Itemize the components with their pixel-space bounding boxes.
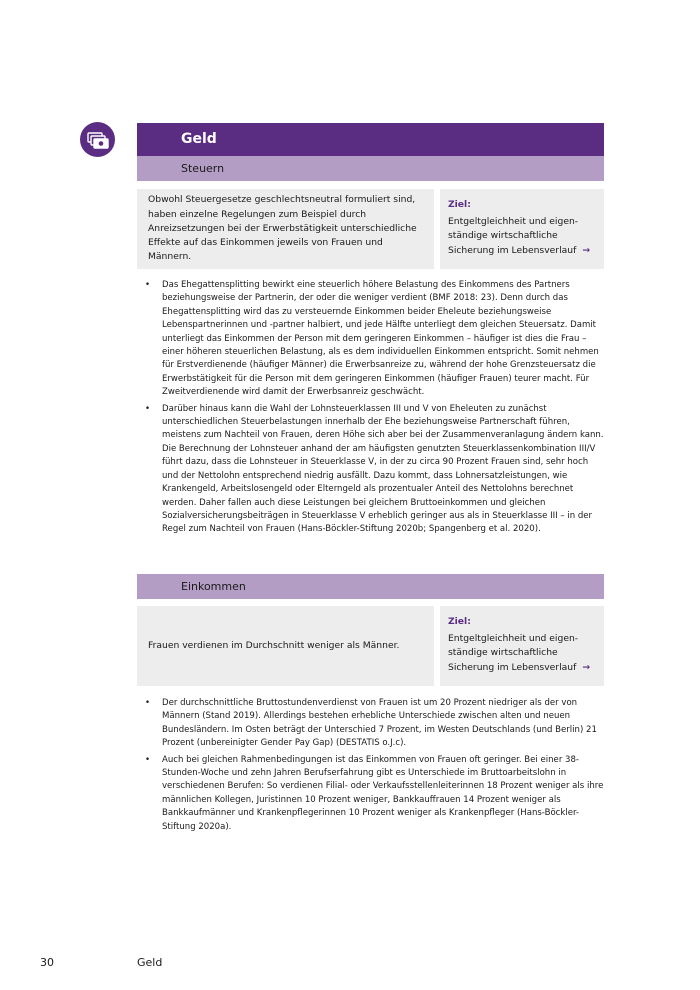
list-item: • Der durchschnittliche Bruttostundenverdienst von Frauen ist um 20 Prozent niedriger als der von Männern (Stand 2019). Allerdings bestehen erhebliche Unterschiede zwischen alten und neuen Bundesländern. Im Osten beträgt der Unterschied 7 Prozent, im Westen Deutschlands (und Berlin) 21 Prozent (unbereinigter Gender Pay Gap) (DESTATIS o.J.c).	[145, 697, 605, 751]
footer-chapter-name: Geld	[137, 956, 163, 969]
chapter-icon-badge	[80, 122, 115, 157]
section-heading-einkommen: Einkommen	[137, 574, 604, 599]
goal-text: Entgeltgleichheit und eigen- ständige wirtschaftliche Sicherung im Lebensverlauf	[448, 633, 579, 673]
list-item: • Darüber hinaus kann die Wahl der Lohnsteuerklassen III und V von Eheleuten zu zunächst unterschiedlichen Steuerbelastungen innerhalb der Ehe beziehungsweise Partnerschaft führen, meistens zum Nachteil von Frauen, deren Höhe sich aber bei der Zusammenveranlagung ändern kann. Die Berechnung der Lohnsteuer anhand der am häufigsten genutzten Steuerklassenkombination III/V führt dazu, dass die Lohnsteuer in Steuerklasse V, in der zu circa 90 Prozent Frauen sind, sehr hoch und der Nettolohn entsprechend niedrig ausfällt. Dazu kommt, dass Lohnersatzleistungen, wie Krankengeld, Arbeitslosengeld oder Elterngeld als prozentualer Anteil des Nettolohns berechnet werden. Daher fallen auch diese Leistungen bei gleichem Bruttoeinkommen und gleichen Sozialversicherungsbeiträgen in Steuerklasse V erheblich geringer aus als in Steuerklasse III – in der Regel zum Nachteil von Frauen (Hans-Böckler-Stiftung 2020b; Spangenberg et al. 2020).	[145, 403, 605, 537]
problem-text: Obwohl Steuergesetze geschlechtsneutral formuliert sind, haben einzelne Regelungen zum Beispiel durch Anreizsetzungen bei der Erwerbstätigkeit unterschiedliche Effekte auf das Einkommen jeweils von Frauen und Männern.	[148, 194, 417, 263]
list-item: • Auch bei gleichen Rahmenbedingungen ist das Einkommen von Frauen oft geringer. Bei einer 38-Stunden-Woche und zehn Jahren Berufserfahrung gibt es Unterschiede im Bruttoarbeitslohn in verschiedenen Berufen: So verdienen Filial- oder Verkaufsstellenleiterinnen 18 Prozent weniger als ihre männlichen Kollegen, Juristinnen 10 Prozent weniger, Bankkauffrauen 14 Prozent weniger als Bankkaufmänner und Krankenpflegerinnen 10 Prozent weniger als Krankenpfleger (Hans-Böckler-Stiftung 2020a).	[145, 754, 605, 834]
bullet-list-steuern	[145, 279, 605, 540]
goal-label: Ziel:	[448, 616, 471, 627]
goal-text: Entgeltgleichheit und eigen- ständige wirtschaftliche Sicherung im Lebensverlauf	[448, 216, 579, 256]
bullet-list-einkommen	[145, 697, 605, 837]
problem-text: Frauen verdienen im Durchschnitt weniger als Männer.	[148, 639, 400, 651]
problem-box-steuern	[137, 189, 434, 269]
problem-box-einkommen	[137, 606, 434, 686]
goal-label: Ziel:	[448, 199, 471, 210]
arrow-right-icon[interactable]: →	[582, 244, 591, 256]
chapter-title: Geld	[137, 123, 604, 156]
page-number: 30	[40, 956, 54, 969]
goal-line	[448, 215, 596, 258]
arrow-right-icon[interactable]: →	[582, 661, 591, 673]
section-heading-steuern: Steuern	[137, 156, 604, 181]
list-item: • Das Ehegattensplitting bewirkt eine steuerlich höhere Belastung des Einkommens des Partners beziehungsweise der Partnerin, der oder die weniger verdient (BMF 2018: 23). Denn durch das Ehegattensplitting wird das zu versteuernde Einkommen beider Eheleute beziehungsweise Lebenspartnerinnen und -partner halbiert, und jede Hälfte unterliegt dem gleichen Steuersatz. Damit unterliegt das Einkommen der Person mit dem geringeren Einkommen – häufiger ist dies die Frau – einer höheren steuerlichen Belastung, als es dem individuellen Einkommen entspricht. Somit nehmen für Erstverdienende (häufiger Männer) die Erwerbsanreize zu, während der hohe Grenzsteuersatz die Erwerbstätigkeit für die Person mit dem geringeren Einkommen (häufiger Frauen) teurer macht. Für Zweitverdienende wird damit der Erwerbsanreiz geschwächt.	[145, 279, 605, 400]
goal-box-steuern	[440, 189, 604, 269]
goal-box-einkommen	[440, 606, 604, 686]
banknote-icon	[87, 131, 109, 149]
goal-line	[448, 632, 596, 675]
